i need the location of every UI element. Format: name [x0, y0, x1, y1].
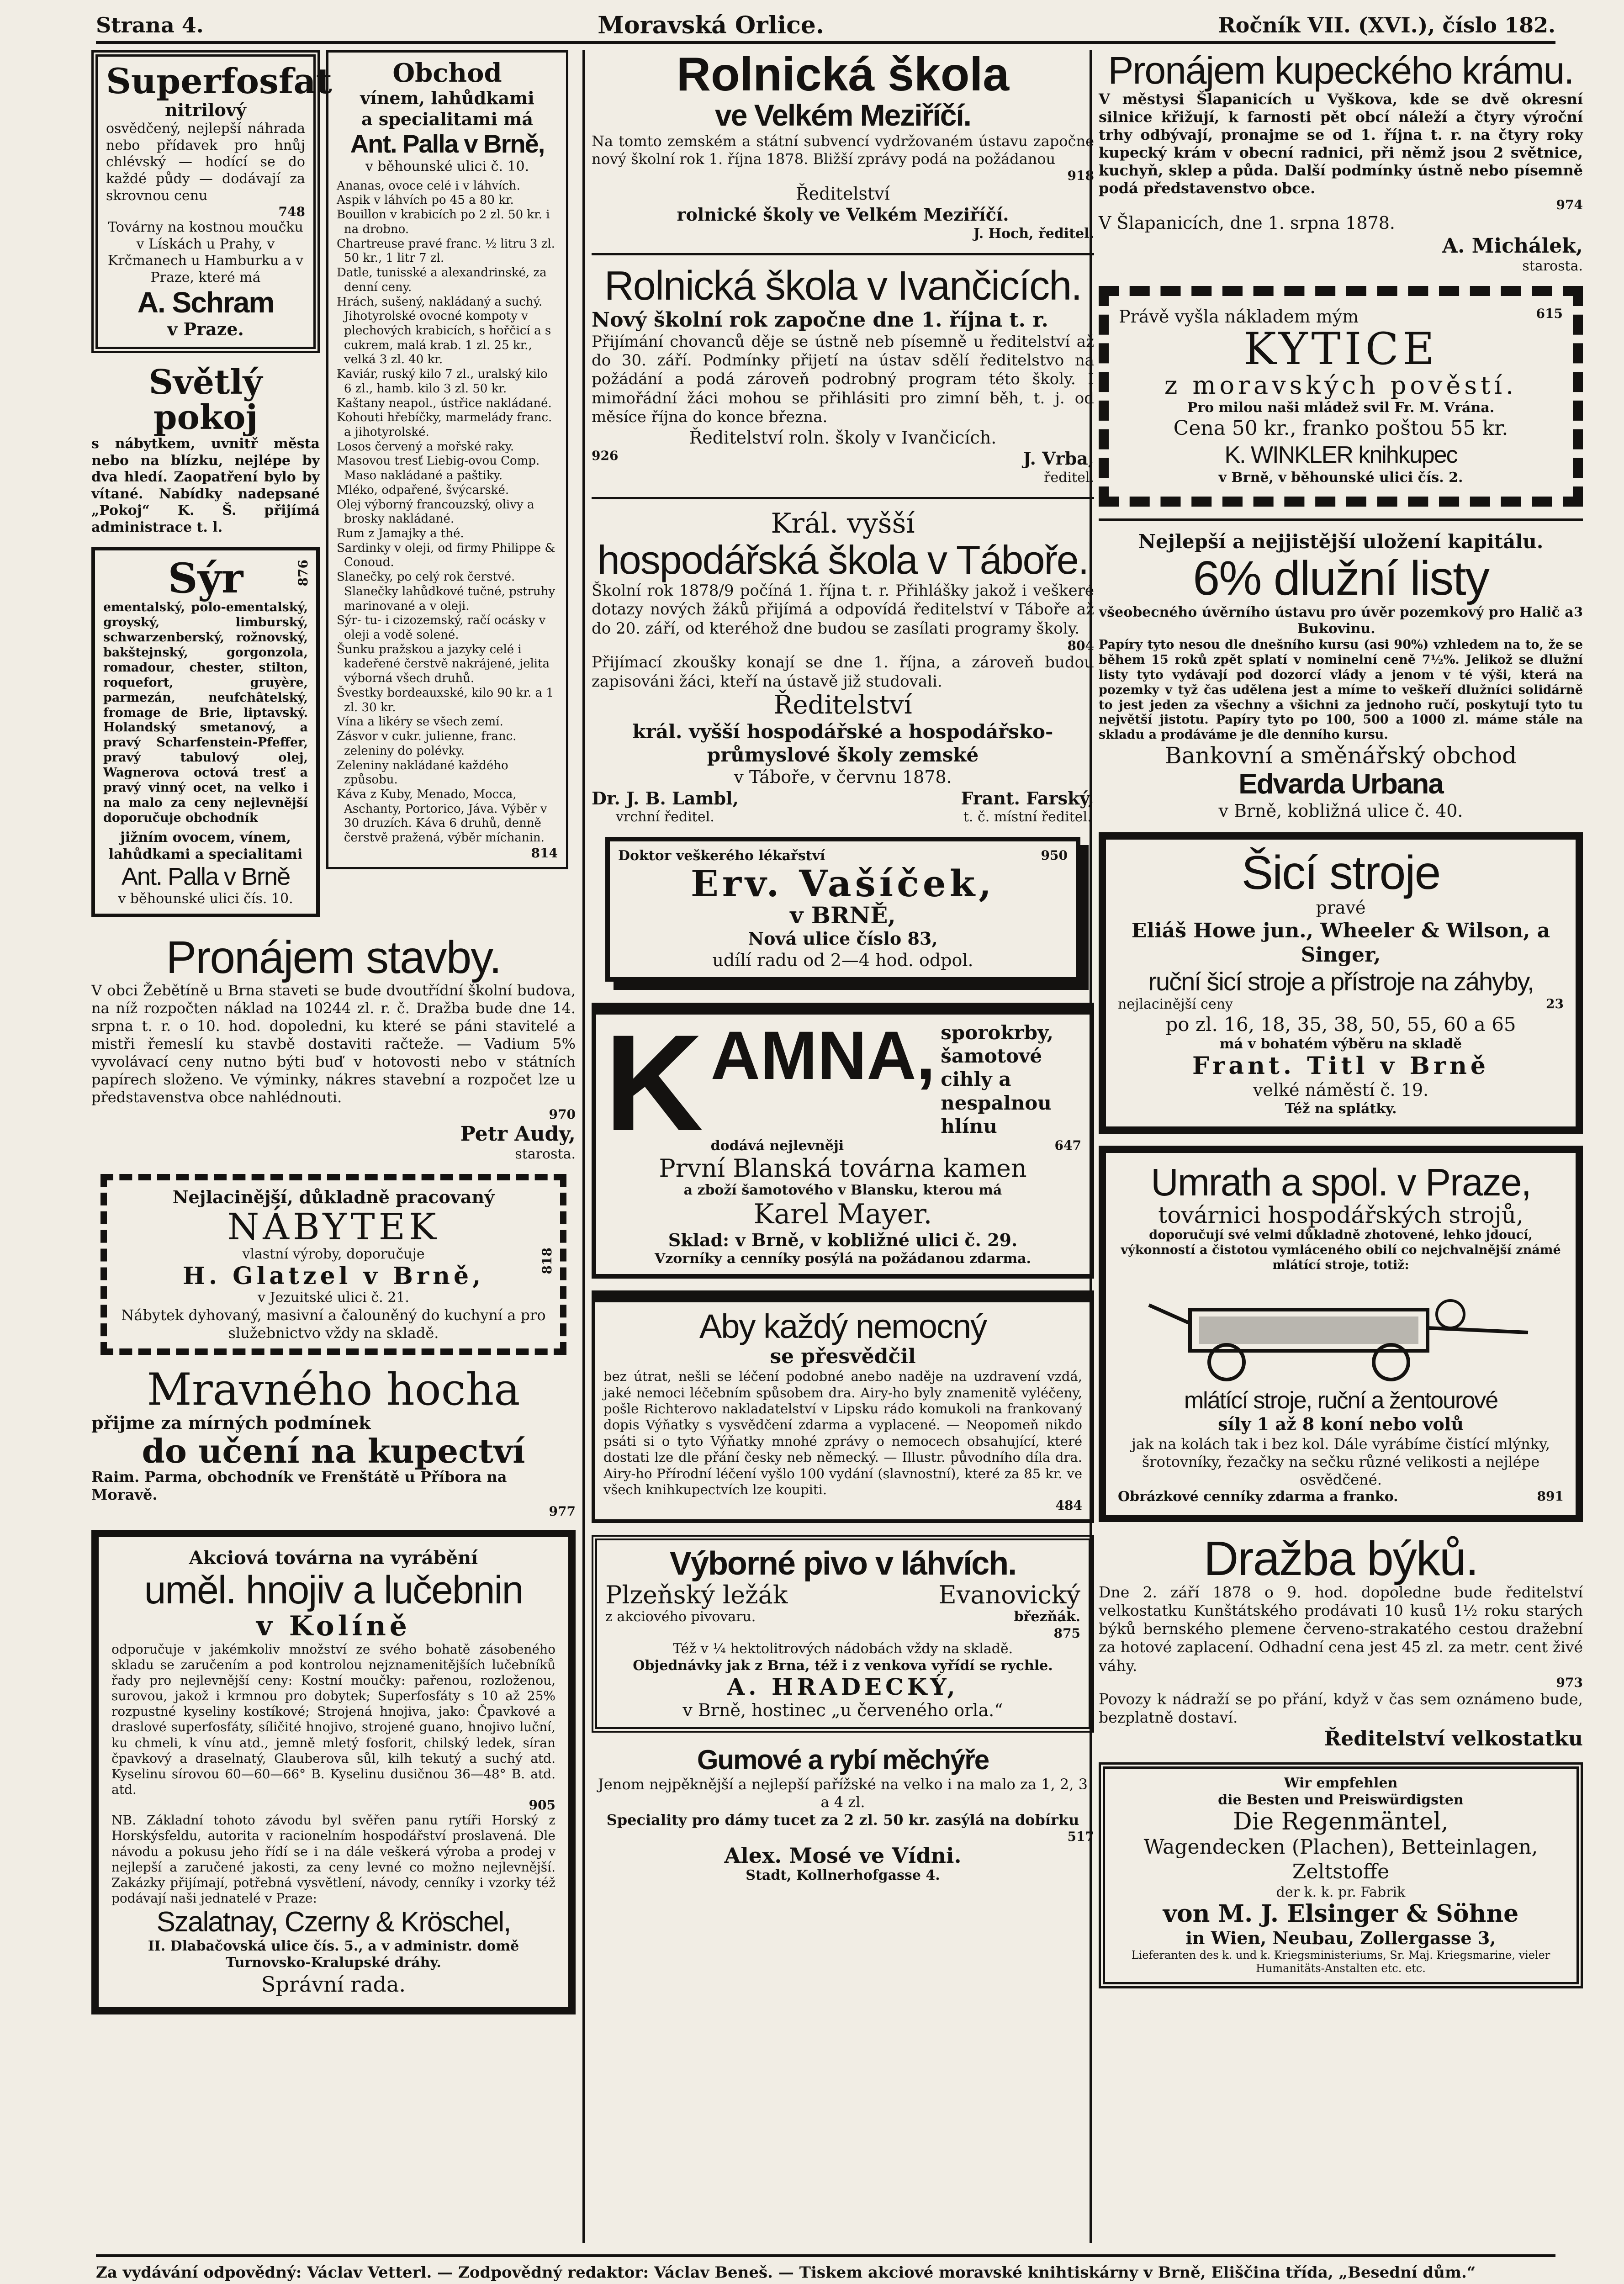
ad-body: Objednávky jak z Brna, též i z venkova vyřídí se rychle. — [633, 1657, 1053, 1674]
ad-number: 891 — [1537, 1488, 1564, 1504]
ad-number: 23 — [1546, 996, 1564, 1011]
ad-drazba — [1099, 1531, 1583, 1752]
ad-number: 748 — [278, 204, 305, 220]
ad-firm: Frant. Titl v Brně — [1192, 1052, 1489, 1080]
ad-signature: Petr Audy, — [460, 1122, 576, 1146]
ad-subtitle: Nejlepší a nejjistější uložení kapitálu. — [1138, 530, 1544, 553]
ad-items: sporokrby, šamotové cihly a nespalnou hlínu — [941, 1021, 1054, 1137]
ad-listy — [1099, 530, 1583, 821]
ad-elsinger — [1099, 1762, 1583, 1988]
goods-item: Sardinky v oleji, od firmy Philippe & Conoud. — [337, 541, 555, 570]
beer-right — [938, 1581, 1080, 1626]
ad-firm: Szalatnay, Czerny & Kröschel, — [156, 1906, 511, 1938]
ad-body: Též v ¼ hektolitrových nádobách vždy na skladě. — [672, 1640, 1013, 1657]
threshing-machine-illustration — [1118, 1278, 1564, 1383]
ad-body: Povozy k nádraží se po přání, když v čas sem oznámeno bude, bezplatně dostaví. — [1099, 1690, 1583, 1727]
goods-item: Kaviár, ruský kilo 7 zl., uralský kilo 6 zl., hamb. kilo 3 zl. 50 kr. — [337, 367, 548, 396]
ad-address: Sklad: v Brně, v kobližné ulici č. 29. — [668, 1229, 1018, 1250]
ad-organization: Ředitelství roln. školy v Ivančicích. — [689, 427, 997, 448]
goods-item: Mléko, odpařené, švýcarské. — [337, 483, 509, 497]
ad-title: Erv. Vašíček, — [690, 862, 995, 905]
masthead-title: Moravská Orlice. — [598, 11, 824, 39]
ad-footer-row — [592, 448, 1094, 469]
ad-subtitle: Doktor veškerého lékařství — [618, 847, 825, 864]
ad-subtitle: ruční šicí stroje a přístroje na záhyby, — [1148, 967, 1534, 996]
ad-body: Raim. Parma, obchodník ve Frenštátě u Příbora na Moravě. — [91, 1468, 507, 1504]
ad-makers: Eliáš Howe jun., Wheeler & Wilson, a Singer, — [1131, 919, 1550, 967]
ad-body: bez útrat, nešli se léčení podobné anebo naděje na uzdravení vzdá, jaké nemoci léčebním spůsobem dra. Airy-ho byly znamenitě vyléčeny, pošle Richterovo nakladatelství v Lipsku rádo komukoli na frankovaný dopis Výňatky s vysvědčení zdarma a vyplacené. — Neopomeň nikdo psáti si o tyto Výňatky mnohé zprávy o nemocech obsahující, které dostati lze dle přání česky neb německý. — Illustr. původního díla dra. Airy-ho Přírodní léčení vyšlo 100 vydání (slavnostní), které za 85 kr. ve všech knihkupectvích lze koupiti. — [603, 1369, 1082, 1497]
signature-block — [961, 788, 1094, 826]
goods-item: Kohouti hřebíčky, marmelády franc. a jihotyrolské. — [337, 411, 552, 439]
ad-number: 974 — [1556, 197, 1583, 213]
ad-body: doporučují své velmi důkladně zhotovené, lehko jdoucí, výkonností a čistotou vymláceného obilí co nejchvalnější známé mlátící stroje, totiž: — [1121, 1228, 1561, 1273]
ad-firm: K. WINKLER knihkupec — [1224, 442, 1457, 468]
ad-signature: A. Michálek, — [1442, 234, 1583, 258]
ad-subtitle: Akciová továrna na vyrábění — [189, 1547, 478, 1569]
ad-title: Umrath a spol. v Praze, — [1151, 1161, 1531, 1204]
ad-title: Šicí stroje — [1241, 846, 1440, 900]
ad-city: v Praze. — [167, 319, 244, 340]
goods-item: Vína a likéry se všech zemí. — [337, 715, 503, 729]
ad-title: Světlý pokoj — [148, 362, 263, 438]
ad-signature: J. Vrba, — [1023, 448, 1094, 469]
ad-organization: král. vyšší hospodářské a hospodářsko-průmyslové školy zemské — [632, 720, 1053, 767]
ad-title: Pronájem kupeckého krámu. — [1108, 49, 1574, 92]
ad-address: in Wien, Neubau, Zollergasse 3, — [1185, 1927, 1496, 1948]
ad-firm: A. HRADECKÝ, — [727, 1673, 959, 1701]
ad-pivo — [592, 1535, 1094, 1733]
ad-title: Rolnická škola v Ivančicích. — [604, 263, 1082, 309]
page-footer: Za vydávání odpovědný: Václav Vetterl. — Zodpovědný redaktor: Václav Beneš. — Tiskem akciové moravské knihtiskárny v Brně, Eliščina třída, „Besední dům.“ — [96, 2254, 1555, 2282]
ad-title: uměl. hnojiv a lučebnin — [144, 1568, 523, 1613]
beer-row — [605, 1581, 1080, 1626]
ad-firm: H. Glatzel v Brně, — [182, 1262, 485, 1290]
goods-item: Šunku pražskou a jazyky celé i kadeřené čerstvě nakrájené, jelita výborná všech druhů. — [337, 642, 550, 686]
ad-gumove — [592, 1745, 1094, 1884]
ad-signature-title: starosta. — [515, 1146, 576, 1163]
ad-title: KYTICE — [1243, 323, 1438, 375]
ad-title: Rolnická škola — [676, 48, 1010, 101]
ad-subtitle: vínem, lahůdkami — [360, 87, 534, 108]
ad-subtitle: die Besten und Preiswürdigsten — [1218, 1792, 1464, 1808]
goods-item: Ananas, ovoce celé i v láhvích. — [337, 179, 520, 193]
ad-subtitle: der k. k. pr. Fabrik — [1276, 1884, 1406, 1900]
ad-address: velké náměstí č. 19. — [1253, 1080, 1429, 1100]
ad-body: Nábytek dyhovaný, masivní a čalouněný do kuchyní a pro služebnictvo vždy na skladě. — [121, 1306, 546, 1342]
ad-body: Papíry tyto nesou dle dnešního kursu (asi 90%) vzhledem na to, že se během 15 roků zpět splatí v nominelní ceně 7½%. Jelikož se dlužní listy tyto vydávají pod dozorcí vlády a jenom v té výši, která na pozemky v tyž čas udělena jest a míme to veškeří dlužníci solidárně to jest jeden za všechny a všichni za jednoho ručí, poskytují tyto tu největší jistotu. Papíry tyto po 100, 500 a 1000 zl. máme stále na skladu a prodáváme je dle denního kursu. — [1099, 637, 1583, 742]
ad-body: ementalský, polo-ementalský, groyský, limburský, schwarzenberský, rožnovský, bakštejnský, gorgonzola, romadour, chester, stilton, roquefort, gruyère, parmezán, neufchâtelský, fromage de Brie, liptavský. Holandský smetanový, a pravý Scharfenstein-Pfeffer, pravý tabulový olej, Wagnerova octová tresť a pravý vinný ocet, na velko i na malo za ceny nejlevnější doporučuje obchodník — [103, 600, 308, 825]
ad-address: v běhounské ulici č. 10. — [365, 159, 529, 175]
beer-origin: z akciového pivovaru. — [605, 1609, 756, 1625]
goods-item: Slanečky, po celý rok čerstvé. Slanečky lahůdkové tučné, pstruhy marinované a v oleji. — [337, 570, 555, 613]
issue-info: Ročník VII. (XVI.), číslo 182. — [1218, 13, 1555, 37]
ad-signature: Správní rada. — [261, 1972, 406, 1997]
goods-item: Hrách, sušený, nakládaný a suchý. Jihotyrolské ovocné kompoty v plechových krabicích, s hořčicí a s cukrem, malá krab. 1 zl. 25 kr., velká 3 zl. 40 kr. — [337, 295, 551, 367]
ad-body: NB. Základní tohoto závodu byl svěřen panu rytíři Horský z Horskýsfeldu, autorita v racionelním hospodářství proslavená. Dle návodu a pokusu jeho řídí se i na dále veškerá výroba a prodej v nejlepší a zaručené jakosti, za ceny levné co možno nejlevnější. Zakázky přijímají, potřebná vysvětlení, návody, cenníky i vzorky též podávají naši jednatelé v Praze: — [111, 1813, 555, 1906]
ad-title: Die Regenmäntel, — [1233, 1808, 1449, 1836]
ad-subtitle: nitrilový — [164, 99, 246, 120]
ad-subtitle: přijme za mírných podmínek — [91, 1412, 371, 1433]
goods-item: Sýr- tu- i cizozemský, račí ocásky v oleji a vodě solené. — [337, 613, 546, 642]
ad-title: hospodářská škola v Táboře. — [597, 537, 1089, 583]
ad-signature: Frant. Farský, — [961, 788, 1094, 809]
ad-subtitle: jižním ovocem, vínem, lahůdkami a specialitami — [108, 830, 303, 862]
ad-number: 905 — [529, 1798, 555, 1813]
ad-title: Dražba býků. — [1203, 1531, 1478, 1586]
ad-signature-title: vrchní ředitel. — [616, 809, 714, 825]
ad-subtitle: mlátící stroje, ruční a žentourové — [1184, 1387, 1498, 1414]
ad-subtitle: má v bohatém výběru na skladě — [1219, 1036, 1462, 1052]
ad-signature-title: ředitel. — [1044, 469, 1094, 486]
ad-body: Přijímací zkoušky konají se dne 1. října, a zároveň budou zapisováni žáci, kteří na ústavě již studovali. — [592, 653, 1094, 691]
ad-address: Stadt, Kollnerhofgasse 4. — [746, 1867, 940, 1884]
page-header — [96, 9, 1555, 44]
column-left — [91, 50, 576, 2026]
beer-name: Plzeňský ležák — [605, 1580, 788, 1609]
divider — [592, 497, 1094, 499]
ad-kamna — [592, 1003, 1094, 1279]
ad-prices: po zl. 16, 18, 35, 38, 50, 55, 60 a 65 — [1165, 1013, 1516, 1036]
kamna-title-row — [711, 1021, 1081, 1138]
ad-subtitle: vlastní výroby, doporučuje — [242, 1246, 425, 1263]
ad-note: Též na splátky. — [1285, 1100, 1397, 1117]
ad-firm: von M. J. Elsinger & Söhne — [1163, 1900, 1519, 1928]
ad-initial: K — [604, 1020, 704, 1155]
kamna-head — [604, 1021, 1081, 1155]
ad-note: Lieferanten des k. und k. Kriegsministeriums, Sr. Maj. Kriegsmarine, vieler Humanitäts-Anstalten etc. etc. — [1131, 1948, 1550, 1975]
ad-body: Speciality pro dámy tucet za 2 zl. 50 kr. zasýlá na dobírku — [606, 1811, 1079, 1829]
ad-nabytek — [101, 1174, 566, 1355]
ad-title: Superfosfat — [106, 61, 332, 101]
ad-title: Pronájem stavby. — [166, 932, 501, 983]
ad-number: 875 — [1053, 1625, 1080, 1641]
ad-address: v běhounské ulici čís. 10. — [118, 890, 293, 907]
ad-signature: Dr. J. B. Lambl, — [592, 788, 739, 809]
ad-firm: A. Schram — [137, 286, 274, 319]
ad-organization: rolnické školy ve Velkém Meziříčí. — [677, 204, 1009, 225]
ad-address: v Jezuitské ulici č. 21. — [258, 1289, 409, 1306]
listy-row — [1099, 604, 1583, 638]
goods-item: Aspik v láhvích po 45 a 80 kr. — [337, 193, 514, 207]
goods-item: Káva z Kuby, Menado, Mocca, Aschanty, Portorico, Jáva. Výběr v 30 druzích. Káva 6 druhů, denně čerstvě pražená, výběr míchanin. — [337, 787, 547, 845]
ad-subtitle: Wir empfehlen — [1284, 1775, 1398, 1792]
ad-hours: udílí radu od 2—4 hod. odpol. — [712, 950, 973, 970]
ad-number: 977 — [549, 1504, 576, 1519]
ad-address: v Brně, v běhounské ulici čís. 2. — [1218, 470, 1463, 486]
kamna-line — [711, 1138, 1081, 1155]
ad-kram — [1099, 50, 1583, 275]
ad-body: V městysi Šlapanicích u Vyškova, kde se dvě okresní silnice křižují, k farnosti pět obcí náleží a čtyry výroční trhy odbývají, pronajme se od 1. října t. r. na čtyry roky kupecký krám v obecní radnici, při němž jsou 2 světnice, kuchyň, sklep a půda. Další podmínky ústně nebo písemně podá představenstvo obce. — [1099, 90, 1583, 197]
goods-item: Kaštany neapol., ústřice nakládané. — [337, 396, 552, 410]
ad-organization: Ředitelství — [796, 184, 890, 204]
ad-title: Obchod — [392, 58, 502, 88]
ad-vasicek — [605, 837, 1080, 982]
ad-number: 918 — [1067, 168, 1094, 184]
ad-number: 950 — [1041, 847, 1068, 863]
ad-author: Pro milou naši mládež svil Fr. M. Vrána. — [1187, 399, 1495, 416]
ad-number: 876 — [296, 560, 311, 587]
ad-subtitle: ve Velkém Meziříčí. — [714, 98, 971, 132]
ad-body: Na tomto zemském a státní subvencí vydržovaném ústavu započne nový školní rok 1. října 1878. Bližší zprávy podá na požádanou — [592, 132, 1094, 168]
ad-signature-title: t. č. místní ředitel. — [963, 809, 1092, 825]
ad-city: v Kolíně — [256, 1610, 411, 1642]
ad-body: Továrny na kostnou moučku v Lískách u Prahy, v Krčmanech u Hamburku a v Praze, které má — [107, 219, 304, 286]
ad-number: 818 — [540, 1247, 555, 1274]
ad-organization: Ředitelství — [773, 690, 912, 720]
ad-owner: Karel Mayer. — [753, 1198, 932, 1230]
beer-origin: březňák. — [1014, 1609, 1080, 1625]
ad-number: 615 — [1536, 306, 1563, 321]
ad-body: V obci Žebětíně u Brna staveti se bude dvoutřídní školní budova, na níž rozpočten náklad na 10244 zl. r. č. Dražba bude dne 14. srpna t. r. o 10. hod. dopoledni, ku které se páni stavitelé a mistři řemeslí ku stavbě dostaviti račteže. — Vadium 5% vyvolávací ceny nutno býti buď v hotovosti nebo v státních papírech složeno. Ve výminky, nákres stavební a rozpočet lze u představenstva obce nahlédnouti. — [91, 982, 576, 1106]
ad-signature-title: starosta. — [1522, 258, 1583, 275]
ad-body: Jenom nejpěknější a nejlepší pařížské na velko i na malo za 1, 2, 3 a 4 zl. — [598, 1775, 1088, 1811]
top-row — [91, 50, 576, 929]
ad-stavba — [91, 934, 576, 1163]
ad-title: Gumové a rybí měchýře — [697, 1745, 989, 1776]
ad-number: 517 — [1067, 1829, 1094, 1844]
ad-number: 973 — [1556, 1675, 1583, 1690]
ad-firm: Alex. Mosé ve Vídni. — [724, 1843, 962, 1868]
ad-subtitle: dodává nejlevněji — [710, 1138, 844, 1154]
ad-address: Nová ulice číslo 83, — [748, 928, 938, 949]
ad-city: v BRNĚ, — [790, 902, 896, 929]
right-subcolumn — [326, 50, 568, 929]
ad-signature: Ředitelství velkostatku — [1324, 1727, 1583, 1751]
ad-signatures — [592, 788, 1094, 826]
ad-body: odporučuje v jakémkoliv množství ze svého bohatě zásobeného skladu se zaručením a pod kontrolou nejznamenitějších lučebníků řady pro nejlevnější ceny: Kostní moučky: pařenou, rozloženou, surovou, jakož i krmnou pro dobytek; Superfosfáty s 10 až 25% rozpustné kyseliny kostíkové; Strojená hnojiva, jako: Čpavkové a draslové superfosfáty, síličité hnojivo, strojené guano, hnojivo luční, ku chmeli, k vínu atd., jemně mletý fosforit, chilský ledek, síran čpavkový a draselnatý, Glauberova sůl, kilh tekutý a suchý atd. Kyselinu sírovou 60—60—66° B. Kyselinu dusičnou 36—48° B. atd. atd. — [111, 1641, 555, 1798]
ad-title: NÁBYTEK — [227, 1205, 440, 1248]
ad-title: Mravného hocha — [147, 1364, 520, 1415]
ad-subtitle: Nový školní rok započne dne 1. října t. r. — [592, 308, 1048, 332]
ad-body: Školní rok 1878/9 počíná 1. října t. r. Přihlášky jakož i veškeré dotazy nových žáků přijímá a odpovídá ředitelství v Táboře až do 20. září, od kteréhož dne budou se zasílati programy školy. — [592, 581, 1094, 638]
ad-tabor — [592, 508, 1094, 825]
ad-firm: První Blanská továrna kamen — [659, 1153, 1027, 1183]
ad-syr — [91, 547, 320, 917]
ad-umrath — [1099, 1146, 1583, 1522]
ad-note: Obrázkové cenníky zdarma a franko. — [1118, 1488, 1398, 1505]
ad-place-date: v Táboře, v červnu 1878. — [734, 767, 952, 788]
goods-item: Chartreuse pravé franc. ½ litru 3 zl. 50 kr., 1 litr 7 zl. — [337, 237, 555, 265]
ad-mezirici — [592, 50, 1094, 242]
ad-firm: Ant. Palla v Brně, — [350, 129, 545, 159]
ad-note: Vzorníky a cenníky posýlá na požádanou zdarma. — [654, 1251, 1032, 1267]
ad-ivancice — [592, 264, 1094, 486]
ad-address: v Brně, hostinec „u červeného orla.“ — [682, 1700, 1003, 1721]
goods-item: Švestky bordeauxské, kilo 90 kr. a 1 zl. 30 kr. — [337, 686, 554, 714]
umrath-row — [1118, 1489, 1564, 1506]
page-number: Strana 4. — [96, 13, 204, 37]
ad-signature: J. Hoch, ředitel. — [973, 225, 1094, 242]
ad-subtitle: se přesvědčil — [770, 1344, 916, 1368]
ad-body: osvědčený, nejlepší náhrada nebo přídavek pro hnůj chlévský — hodící se do každé půdy — dodávají za skrovnou cenu — [106, 121, 305, 204]
divider — [592, 253, 1094, 255]
ad-address: v Brně, kobližná ulice č. 40. — [1218, 800, 1463, 821]
ad-title: AMNA, — [710, 1020, 936, 1094]
ad-body: s nábytkem, uvnitř města nebo na blízku, nejlépe by dva hledí. Zaopatření bylo by vítané. Nabídky nadepsané „Pokoj“ K. Š. přijímá administrace t. l. — [91, 435, 320, 535]
ad-subtitle: pravé — [1316, 898, 1366, 918]
ad-stroje — [1099, 832, 1583, 1134]
goods-list — [337, 179, 558, 846]
signature-block — [592, 788, 739, 826]
ad-subtitle: z moravských pověstí. — [1164, 371, 1518, 400]
goods-item: Masovou tresť Liebig-ovou Comp. Maso nakládané a paštiky. — [337, 454, 540, 483]
ad-obchod — [326, 50, 568, 869]
divider — [1099, 518, 1583, 521]
ad-number: 647 — [1054, 1138, 1081, 1153]
goods-item: Zásvor v cukr. julienne, franc. zeleniny do polévky. — [337, 730, 517, 758]
goods-item: Losos červený a mořské raky. — [337, 439, 514, 454]
ad-title: 6% dlužní listy — [1193, 551, 1489, 606]
ad-subtitle: nejlacinější ceny — [1118, 996, 1233, 1012]
stroje-row — [1118, 996, 1564, 1013]
ad-subtitle: Král. vyšší — [771, 508, 915, 540]
ad-firm: Edvarda Urbana — [1238, 768, 1443, 800]
ad-subtitle: do učení na kupectví — [142, 1431, 525, 1470]
ad-title: Aby každý nemocný — [699, 1307, 987, 1345]
ad-subtitle: továrnici hospodářských strojů, — [1158, 1202, 1523, 1229]
ad-subtitle: všeobecného úvěrního ústavu pro úvěr pozemkový pro Halič a Bukovinu. — [1099, 604, 1574, 637]
ad-address: II. Dlabačovská ulice čís. 5., a v administr. domě Turnovsko-Kralupské dráhy. — [148, 1938, 519, 1971]
ad-title: Výborné pivo v láhvích. — [669, 1545, 1016, 1582]
ad-number: 484 — [1055, 1498, 1082, 1513]
ad-nemocny — [592, 1290, 1094, 1523]
column-middle — [592, 50, 1094, 1895]
column-rule — [582, 50, 585, 2243]
left-subcolumn — [91, 50, 332, 929]
ad-subtitle: síly 1 až 8 koní nebo volů — [1218, 1414, 1464, 1435]
ad-number: 804 — [1067, 638, 1094, 654]
ad-kytice — [1099, 286, 1583, 507]
goods-item: Zeleniny nakládané každého způsobu. — [337, 758, 508, 787]
ad-body: Dne 2. září 1878 o 9. hod. dopoledne bude ředitelství velkostatku Kunštátského prodávati 10 kusů 1½ roku starých býků bernského plemene červeno-strakatého cestou dražební za hotové zaplacení. Odhadní cena jest 45 zl. za metr. cent živé váhy. — [1099, 1583, 1583, 1675]
ad-place-date: V Šlapanicích, dne 1. srpna 1878. — [1099, 213, 1396, 233]
beer-name: Evanovický — [938, 1580, 1080, 1609]
ad-body: jak na kolách tak i bez kol. Dále vyrábíme čistící mlýnky, šrotovníky, řezačky na sečku různé velikosti a nejlépe osvědčené. — [1131, 1435, 1550, 1488]
ad-organization: Bankovní a směnářský obchod — [1164, 742, 1517, 769]
ad-subtitle: Právě vyšla nákladem mým — [1119, 307, 1359, 327]
goods-item: Rum z Jamajky a thé. — [337, 527, 464, 540]
ad-price: Cena 50 kr., franko poštou 55 kr. — [1173, 417, 1508, 440]
ad-body: Přijímání chovanců děje se ústně neb písemně u ředitelství až do 30. září. Podmínky přijetí na ústav sdělí ředitelstvo na požádání a podá zároveň podrobný program této školy. I mimořádní žáci mohou se přihlásiti pro zimní běh, t. j. od měsíce října do konce března. — [592, 332, 1094, 427]
ad-hoch — [91, 1364, 576, 1519]
ad-pokoj — [91, 362, 320, 536]
column-right — [1099, 50, 1583, 2000]
ad-title: Sýr — [168, 554, 243, 603]
goods-item: Bouillon v krabicích po 2 zl. 50 kr. i na drobno. — [337, 208, 550, 236]
ad-superfosfat — [91, 50, 332, 353]
ad-number: 814 — [531, 845, 558, 861]
goods-item: Datle, tunisské a alexandrinské, za denní ceny. — [337, 266, 547, 294]
ad-number: 3 — [1574, 604, 1583, 619]
ad-hnojiva — [91, 1530, 576, 2014]
ad-products: Wagendecken (Plachen), Betteinlagen, Zeltstoffe — [1143, 1835, 1538, 1884]
ad-subtitle: a specialitami má — [361, 109, 533, 130]
ad-number: 970 — [549, 1106, 576, 1122]
ad-number: 926 — [592, 448, 619, 464]
goods-item: Olej výborný francouzský, olivy a brosky nakládané. — [337, 497, 534, 526]
ad-firm: Ant. Palla v Brně — [121, 863, 290, 891]
ad-subtitle: a zboží šamotového v Blansku, kterou má — [683, 1182, 1002, 1199]
ad-subtitle: Nejlacinější, důkladně pracovaný — [172, 1186, 495, 1207]
beer-left — [605, 1581, 788, 1626]
